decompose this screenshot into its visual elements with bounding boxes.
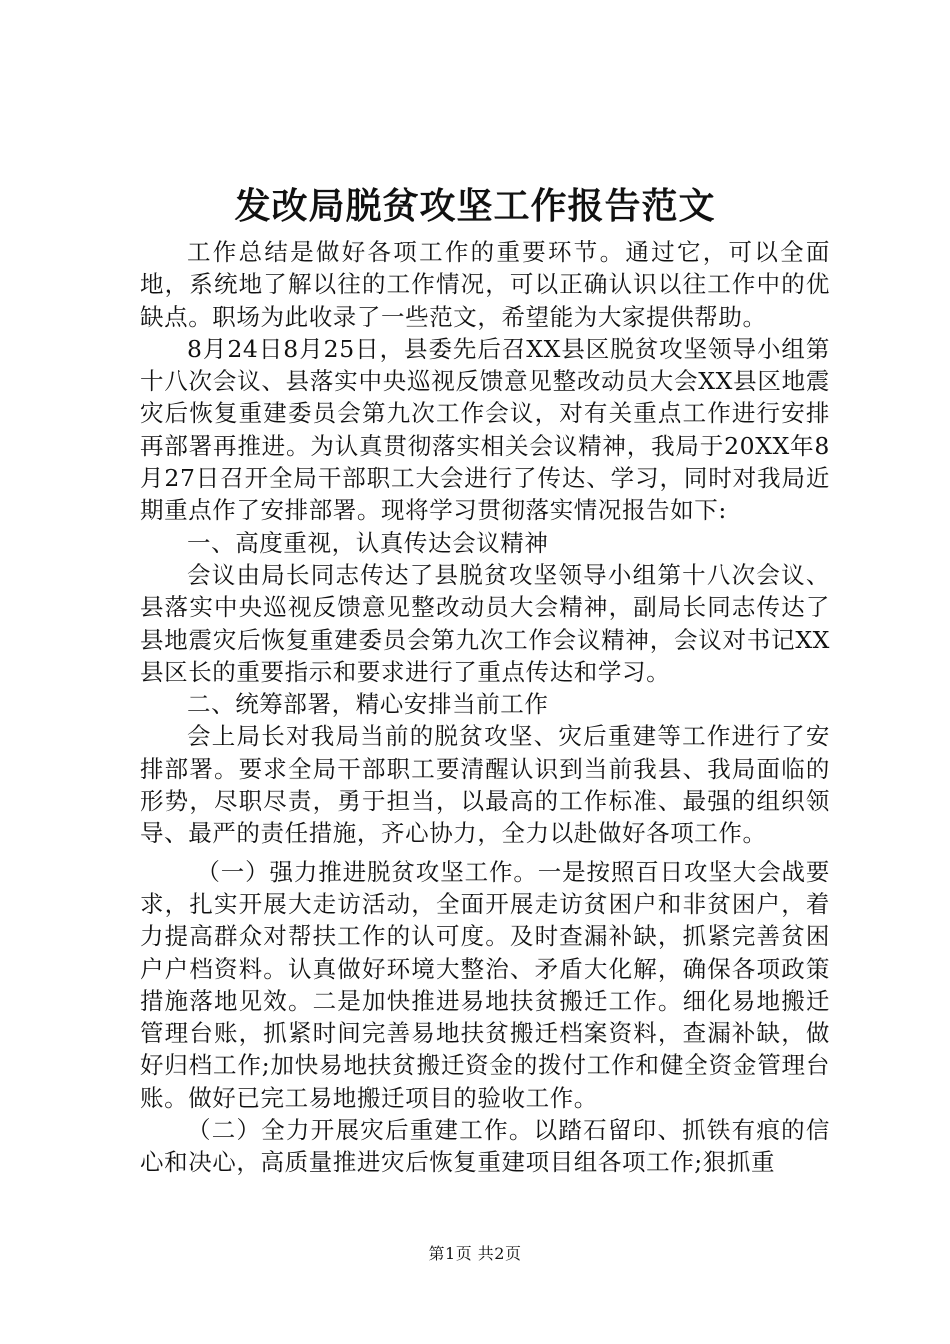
page-footer: 第1页 共2页 [428, 1244, 522, 1263]
section-heading-1: 一、高度重视，认真传达会议精神 [187, 528, 549, 557]
paragraph-subsection-1: （一）强力推进脱贫攻坚工作。一是按照百日攻坚大会战要求，扎实开展大走访活动，全面开展走访贫困户和非贫困户，着力提高群众对帮扶工作的认可度。及时查漏补缺，抓紧完善贫困户户档资料。认真做好环境大整治、矛盾大化解，确保各项政策措施落地见效。二是加快推进易地扶贫搬迁工作。细化易地搬迁管理台账，抓紧时间完善易地扶贫搬迁档案资料，查漏补缺，做好归档工作;加快易地扶贫搬迁资金的拨付工作和健全资金管理台账。做好已完工易地搬迁项目的验收工作。 [140, 857, 830, 1112]
section-heading-2: 二、统筹部署，精心安排当前工作 [187, 690, 549, 719]
paragraph-subsection-2: （二）全力开展灾后重建工作。以踏石留印、抓铁有痕的信心和决心，高质量推进灾后恢复重建项目组各项工作;狠抓重 [140, 1116, 830, 1177]
document-title: 发改局脱贫攻坚工作报告范文 [234, 185, 716, 227]
paragraph-intro: 工作总结是做好各项工作的重要环节。通过它，可以全面地，系统地了解以往的工作情况，可以正确认识以往工作中的优缺点。职场为此收录了一些范文，希望能为大家提供帮助。 [140, 238, 830, 331]
paragraph-section-1: 会议由局长同志传达了县脱贫攻坚领导小组第十八次会议、县落实中央巡视反馈意见整改动员大会精神，副局长同志传达了县地震灾后恢复重建委员会第九次工作会议精神，会议对书记XX县区长的重要指示和要求进行了重点传达和学习。 [140, 560, 830, 686]
paragraph-meeting-summary: 8月24日8月25日，县委先后召XX县区脱贫攻坚领导小组第十八次会议、县落实中央巡视反馈意见整改动员大会XX县区地震灾后恢复重建委员会第九次工作会议，对有关重点工作进行安排再部署再推进。为认真贯彻落实相关会议精神，我局于20XX年8月27日召开全局干部职工大会进行了传达、学习，同时对我局近期重点作了安排部署。现将学习贯彻落实情况报告如下: [140, 334, 830, 525]
paragraph-section-2: 会上局长对我局当前的脱贫攻坚、灾后重建等工作进行了安排部署。要求全局干部职工要清醒认识到当前我县、我局面临的形势，尽职尽责，勇于担当，以最高的工作标准、最强的组织领导、最严的责任措施，齐心协力，全力以赴做好各项工作。 [140, 722, 830, 848]
document-body [140, 236, 830, 1179]
